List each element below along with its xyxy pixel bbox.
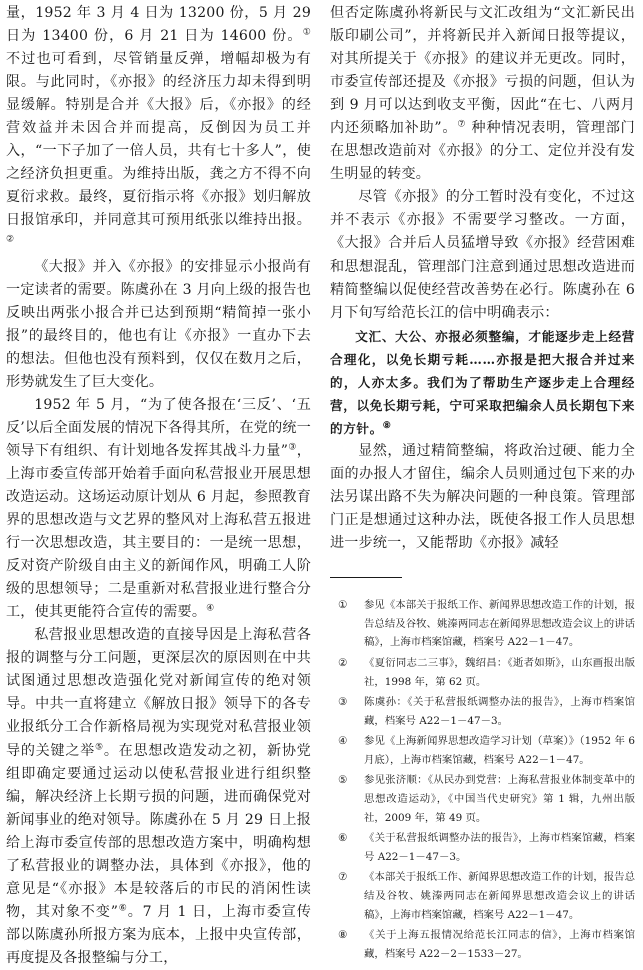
paragraph <box>6 624 311 970</box>
footnote-ref[interactable]: ⑦ <box>457 119 467 130</box>
footnote-text: 参见《上海新闻界思想改造学习计划（草案）》（1952 年 6 月底），上海市档案馆藏，档案号 A22－1－47。 <box>364 735 635 766</box>
text-run: 量，1952 年 3 月 4 日为 13200 份，5 月 29 日为 13400 份，6 月 21 日为 14600 份。 <box>6 5 311 45</box>
footnote-ref[interactable]: ① <box>302 27 311 38</box>
footnote-number: ⑤ <box>338 774 348 787</box>
paragraph <box>330 440 635 555</box>
text-run: 1952 年 5 月，“为了使各报在‘三反’、‘五反’以后全面发展的情况下各得其所，在党的统一领导下有组织、有计划地各发挥其战斗力量” <box>6 396 311 459</box>
text-run: 。在思想改造发动之初，新协党组即确定要通过运动以使私营报业进行组织整编，解决经济上长期亏损的问题，进而确保党对新闻事业的绝对领导。陈虞孙在 5 月 29 日上报给上海市委宣传部的思想改造方案中，明确构想了私营报业的调整办法，具体到《亦报》，他的意见是“《亦报》本是较落后的市民的消闲性读物，其对象不变” <box>6 742 311 920</box>
footnote-ref[interactable]: ⑤ <box>95 741 104 752</box>
footnote-list <box>330 596 635 963</box>
footnote-number: ④ <box>338 735 348 748</box>
block-quote <box>330 325 635 440</box>
footnote <box>330 829 635 866</box>
footnote-ref[interactable]: ⑥ <box>118 903 128 914</box>
text-run: 但否定陈虞孙将新民与文汇改组为“文汇新民出版印刷公司”，并将新民并入新闻日报等提议，对其所提关于《亦报》的建议并无更改。同时，市委宣传部还提及《亦报》亏损的问题，但认为到 9 月可以达到收支平衡，因此“在七、八两月内还须略加补助”。 <box>330 5 635 137</box>
footnote <box>330 693 635 730</box>
footnote-text: 参见《本部关于报纸工作、新闻界思想改造工作的计划，报告总结及谷牧、姚溱两同志在新闻界思想改造会议上的讲话稿》，上海市档案馆藏，档案号 A22－1－47。 <box>364 599 635 649</box>
paragraph <box>330 186 635 324</box>
article-page <box>6 2 639 966</box>
footnote-divider <box>330 577 402 578</box>
text-run: 尽管《亦报》的分工暂时没有变化，不过这并不表示《亦报》不需要学习整改。一方面，《大报》合并后人员猛增导致《亦报》经营困难和思想混乱，管理部门注意到通过思想改造进而精简整编以促使经营改善势在必行。陈虞孙在 6 月下旬写给范长江的信中明确表示： <box>330 189 635 321</box>
text-run: 显然，通过精简整编，将政治过硬、能力全面的办报人才留住，编余人员则通过包下来的办法另谋出路不失为解决问题的一种良策。管理部门正是想通过这种办法，既使各报工作人员思想进一步统一，又能帮助《亦报》减轻 <box>330 442 635 552</box>
footnote <box>330 771 635 827</box>
footnote-ref[interactable]: ③ <box>288 442 297 453</box>
footnote-number: ⑥ <box>338 832 348 845</box>
text-run: 私营报业思想改造的直接导因是上海私营各报的调整与分工问题，更深层次的原因则在中共试图通过思想改造强化党对新闻宣传的绝对领导。中共一直将建立《解放日报》领导下的各专业报纸分工合作新格局视为实现党对私营报业领导的关键之举 <box>6 627 311 759</box>
paragraph <box>6 394 311 624</box>
footnote-number: ⑧ <box>338 929 348 942</box>
text-run: 种种情况表明，管理部门在思想改造前对《亦报》的分工、定位并没有发生明显的转变。 <box>330 120 635 183</box>
footnote <box>330 732 635 769</box>
footnote-ref[interactable]: ④ <box>206 603 215 614</box>
footnote <box>330 868 635 924</box>
footnote <box>330 654 635 691</box>
footnote <box>330 596 635 652</box>
footnote-text: 《关于私营报纸调整办法的报告》，上海市档案馆藏，档案号 A22－1－47－3。 <box>364 832 635 863</box>
text-run: 《大报》并入《亦报》的安排显示小报尚有一定读者的需要。陈虞孙在 3 月向上级的报告也反映出两张小报合并已达到预期“精简掉一张小报”的最终目的，他也有让《亦报》一直办下去的想法。但他也没有预料到，仅仅在数月之后，形势就发生了巨大变化。 <box>6 258 311 390</box>
left-column <box>6 2 312 966</box>
right-body-text <box>330 2 635 325</box>
footnote-text: 《夏衍同志二三事》，魏绍昌：《逝者如斯》，山东画报出版社，1998 年，第 62 页。 <box>364 656 635 688</box>
footnote-ref[interactable]: ② <box>6 234 15 245</box>
footnote-text: 参见张济顺：《从民办到党营：上海私营报业体制变革中的思想改造运动》，《中国当代史研究》第 1 辑，九州出版社，2009 年，第 49 页。 <box>364 774 635 824</box>
text-run: 。7 月 1 日，上海市委宣传部以陈虞孙所报方案为底本，上报中央宣传部，再度提及各报整编与分工， <box>6 903 311 966</box>
text-run: 不过也可看到，尽管销量反弹，增幅却极为有限。与此同时，《亦报》的经济压力却未得到明显缓解。特别是合并《大报》后，《亦报》的经营效益并未因合并而提高，反倒因为员工并入，“一下子加了一倍人员，共有七十多人”，使之经济负担更重。为维持出版，龚之方不得不向夏衍求救。最终，夏衍指示将《亦报》划归解放日报馆承印，并同意其可预用纸张以维持出报。 <box>6 51 311 229</box>
paragraph <box>6 2 311 256</box>
left-body-text <box>6 2 311 970</box>
quote-paragraph <box>330 325 635 440</box>
footnote-number: ② <box>338 656 348 669</box>
right-column <box>330 2 635 960</box>
footnote-text: 《本部关于报纸工作、新闻界思想改造工作的计划，报告总结及谷牧、姚溱两同志在新闻界思想改造会议上的讲话稿》，上海市档案馆藏，档案号 A22－1－47。 <box>364 871 635 921</box>
paragraph <box>330 2 635 186</box>
right-body-text-continued <box>330 440 635 555</box>
text-run: ，上海市委宣传部开始着手面向私营报业开展思想改造运动。这场运动原计划从 6 月起，参照教育界的思想改造与文艺界的整风对上海私营五报进行一次思想改造，其主要目的：一是统一思想，反对资产阶级自由主义的新闻作风，明确工人阶级的思想领导；二是重新对私营报业进行整合分工，使其更能符合宣传的需要。 <box>6 442 312 621</box>
footnote-text: 《关于上海五报情况给范长江同志的信》，上海市档案馆藏，档案号 A22－2－1533－27。 <box>364 929 635 960</box>
footnote <box>330 926 635 963</box>
paragraph <box>6 256 311 394</box>
footnote-ref[interactable]: ⑧ <box>382 420 392 431</box>
footnote-number: ③ <box>338 696 348 709</box>
footnote-text: 陈虞孙：《关于私营报纸调整办法的报告》，上海市档案馆藏，档案号 A22－1－47－3。 <box>364 696 635 727</box>
text-run: 文汇、大公、亦报必须整编，才能逐步走上经营合理化，以免长期亏耗……亦报是把大报合并过来的，人亦太多。我们为了帮助生产逐步走上合理经营，以免长期亏耗，宁可采取把编余人员长期包下来的方针。 <box>330 328 635 436</box>
footnote-number: ① <box>338 599 348 612</box>
footnote-number: ⑦ <box>338 871 348 884</box>
